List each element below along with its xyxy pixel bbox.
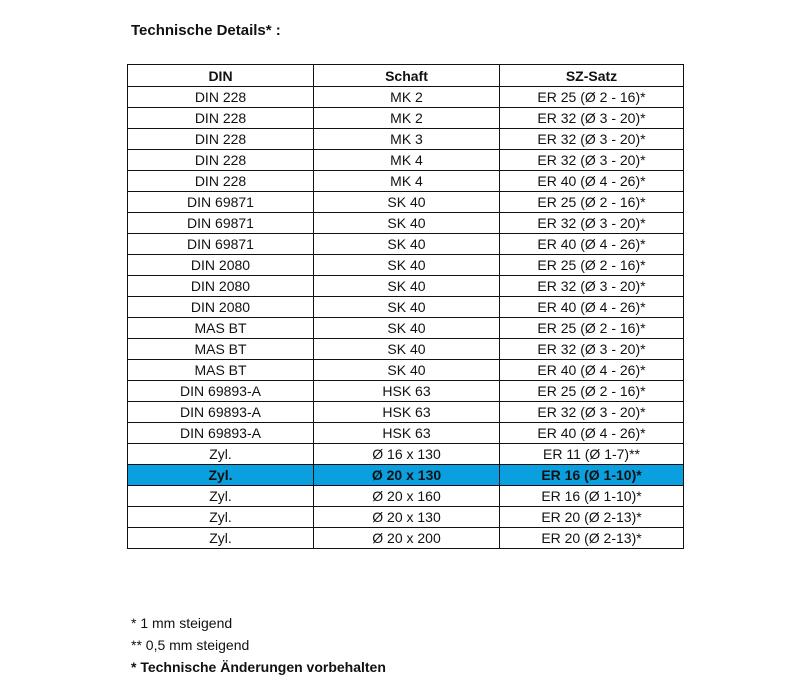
cell-din: DIN 2080 <box>128 255 314 276</box>
cell-din: DIN 228 <box>128 171 314 192</box>
cell-din: DIN 228 <box>128 108 314 129</box>
cell-schaft: HSK 63 <box>314 423 500 444</box>
cell-sz-satz: ER 40 (Ø 4 - 26)* <box>500 360 684 381</box>
table-row <box>128 276 684 297</box>
cell-schaft: SK 40 <box>314 276 500 297</box>
cell-din: DIN 2080 <box>128 276 314 297</box>
cell-schaft: Ø 20 x 130 <box>314 507 500 528</box>
cell-schaft: SK 40 <box>314 213 500 234</box>
cell-din: DIN 69871 <box>128 192 314 213</box>
cell-sz-satz: ER 40 (Ø 4 - 26)* <box>500 171 684 192</box>
table-row <box>128 150 684 171</box>
table-row <box>128 129 684 150</box>
table-row <box>128 192 684 213</box>
table-body <box>128 87 684 549</box>
cell-din: DIN 228 <box>128 87 314 108</box>
table-row <box>128 234 684 255</box>
cell-schaft: SK 40 <box>314 234 500 255</box>
cell-sz-satz: ER 40 (Ø 4 - 26)* <box>500 234 684 255</box>
cell-din: Zyl. <box>128 444 314 465</box>
table-row <box>128 297 684 318</box>
cell-schaft: MK 2 <box>314 87 500 108</box>
cell-schaft: HSK 63 <box>314 402 500 423</box>
table-row <box>128 108 684 129</box>
cell-sz-satz: ER 25 (Ø 2 - 16)* <box>500 381 684 402</box>
table-row <box>128 318 684 339</box>
cell-sz-satz: ER 20 (Ø 2-13)* <box>500 528 684 549</box>
cell-sz-satz: ER 32 (Ø 3 - 20)* <box>500 213 684 234</box>
cell-sz-satz: ER 25 (Ø 2 - 16)* <box>500 318 684 339</box>
table-row <box>128 444 684 465</box>
table-row <box>128 486 684 507</box>
footnote-changes-reserved: * Technische Änderungen vorbehalten <box>131 659 386 675</box>
cell-sz-satz: ER 32 (Ø 3 - 20)* <box>500 276 684 297</box>
table-row <box>128 381 684 402</box>
table-row <box>128 255 684 276</box>
cell-sz-satz: ER 32 (Ø 3 - 20)* <box>500 150 684 171</box>
cell-din: Zyl. <box>128 528 314 549</box>
footnote-single-star: * 1 mm steigend <box>131 615 233 631</box>
cell-sz-satz: ER 32 (Ø 3 - 20)* <box>500 108 684 129</box>
table-row <box>128 423 684 444</box>
cell-schaft: Ø 16 x 130 <box>314 444 500 465</box>
cell-sz-satz: ER 32 (Ø 3 - 20)* <box>500 339 684 360</box>
cell-sz-satz: ER 25 (Ø 2 - 16)* <box>500 255 684 276</box>
cell-schaft: Ø 20 x 160 <box>314 486 500 507</box>
cell-sz-satz: ER 40 (Ø 4 - 26)* <box>500 297 684 318</box>
table-row <box>128 87 684 108</box>
cell-din: Zyl. <box>128 465 314 486</box>
cell-sz-satz: ER 25 (Ø 2 - 16)* <box>500 87 684 108</box>
table-row <box>128 528 684 549</box>
cell-schaft: MK 4 <box>314 150 500 171</box>
cell-schaft: MK 4 <box>314 171 500 192</box>
cell-schaft: MK 2 <box>314 108 500 129</box>
cell-din: MAS BT <box>128 360 314 381</box>
cell-sz-satz: ER 32 (Ø 3 - 20)* <box>500 402 684 423</box>
cell-din: MAS BT <box>128 339 314 360</box>
cell-din: DIN 69893-A <box>128 402 314 423</box>
cell-din: MAS BT <box>128 318 314 339</box>
cell-din: DIN 228 <box>128 129 314 150</box>
table-row <box>128 171 684 192</box>
cell-sz-satz: ER 32 (Ø 3 - 20)* <box>500 129 684 150</box>
cell-din: DIN 69871 <box>128 234 314 255</box>
spec-table <box>127 64 684 549</box>
cell-schaft: SK 40 <box>314 360 500 381</box>
table-row <box>128 213 684 234</box>
table-row <box>128 402 684 423</box>
cell-schaft: Ø 20 x 130 <box>314 465 500 486</box>
footnotes <box>131 612 386 678</box>
table-row <box>128 339 684 360</box>
cell-schaft: MK 3 <box>314 129 500 150</box>
cell-schaft: SK 40 <box>314 339 500 360</box>
cell-din: DIN 69893-A <box>128 381 314 402</box>
cell-schaft: SK 40 <box>314 297 500 318</box>
cell-sz-satz: ER 20 (Ø 2-13)* <box>500 507 684 528</box>
cell-din: Zyl. <box>128 507 314 528</box>
footnote-double-star: ** 0,5 mm steigend <box>131 637 250 653</box>
cell-sz-satz: ER 11 (Ø 1-7)** <box>500 444 684 465</box>
table-row <box>128 360 684 381</box>
cell-schaft: SK 40 <box>314 318 500 339</box>
cell-sz-satz: ER 40 (Ø 4 - 26)* <box>500 423 684 444</box>
cell-din: DIN 69871 <box>128 213 314 234</box>
cell-din: DIN 2080 <box>128 297 314 318</box>
cell-sz-satz: ER 16 (Ø 1-10)* <box>500 486 684 507</box>
cell-schaft: HSK 63 <box>314 381 500 402</box>
column-header-sz-satz: SZ-Satz <box>500 65 684 87</box>
cell-schaft: Ø 20 x 200 <box>314 528 500 549</box>
cell-din: DIN 69893-A <box>128 423 314 444</box>
cell-schaft: SK 40 <box>314 192 500 213</box>
table-row <box>128 507 684 528</box>
cell-din: Zyl. <box>128 486 314 507</box>
page-title: Technische Details* : <box>131 22 281 39</box>
table-header-row <box>128 65 684 87</box>
cell-din: DIN 228 <box>128 150 314 171</box>
column-header-din: DIN <box>128 65 314 87</box>
column-header-schaft: Schaft <box>314 65 500 87</box>
cell-sz-satz: ER 25 (Ø 2 - 16)* <box>500 192 684 213</box>
table-row-highlighted <box>128 465 684 486</box>
cell-schaft: SK 40 <box>314 255 500 276</box>
cell-sz-satz: ER 16 (Ø 1-10)* <box>500 465 684 486</box>
